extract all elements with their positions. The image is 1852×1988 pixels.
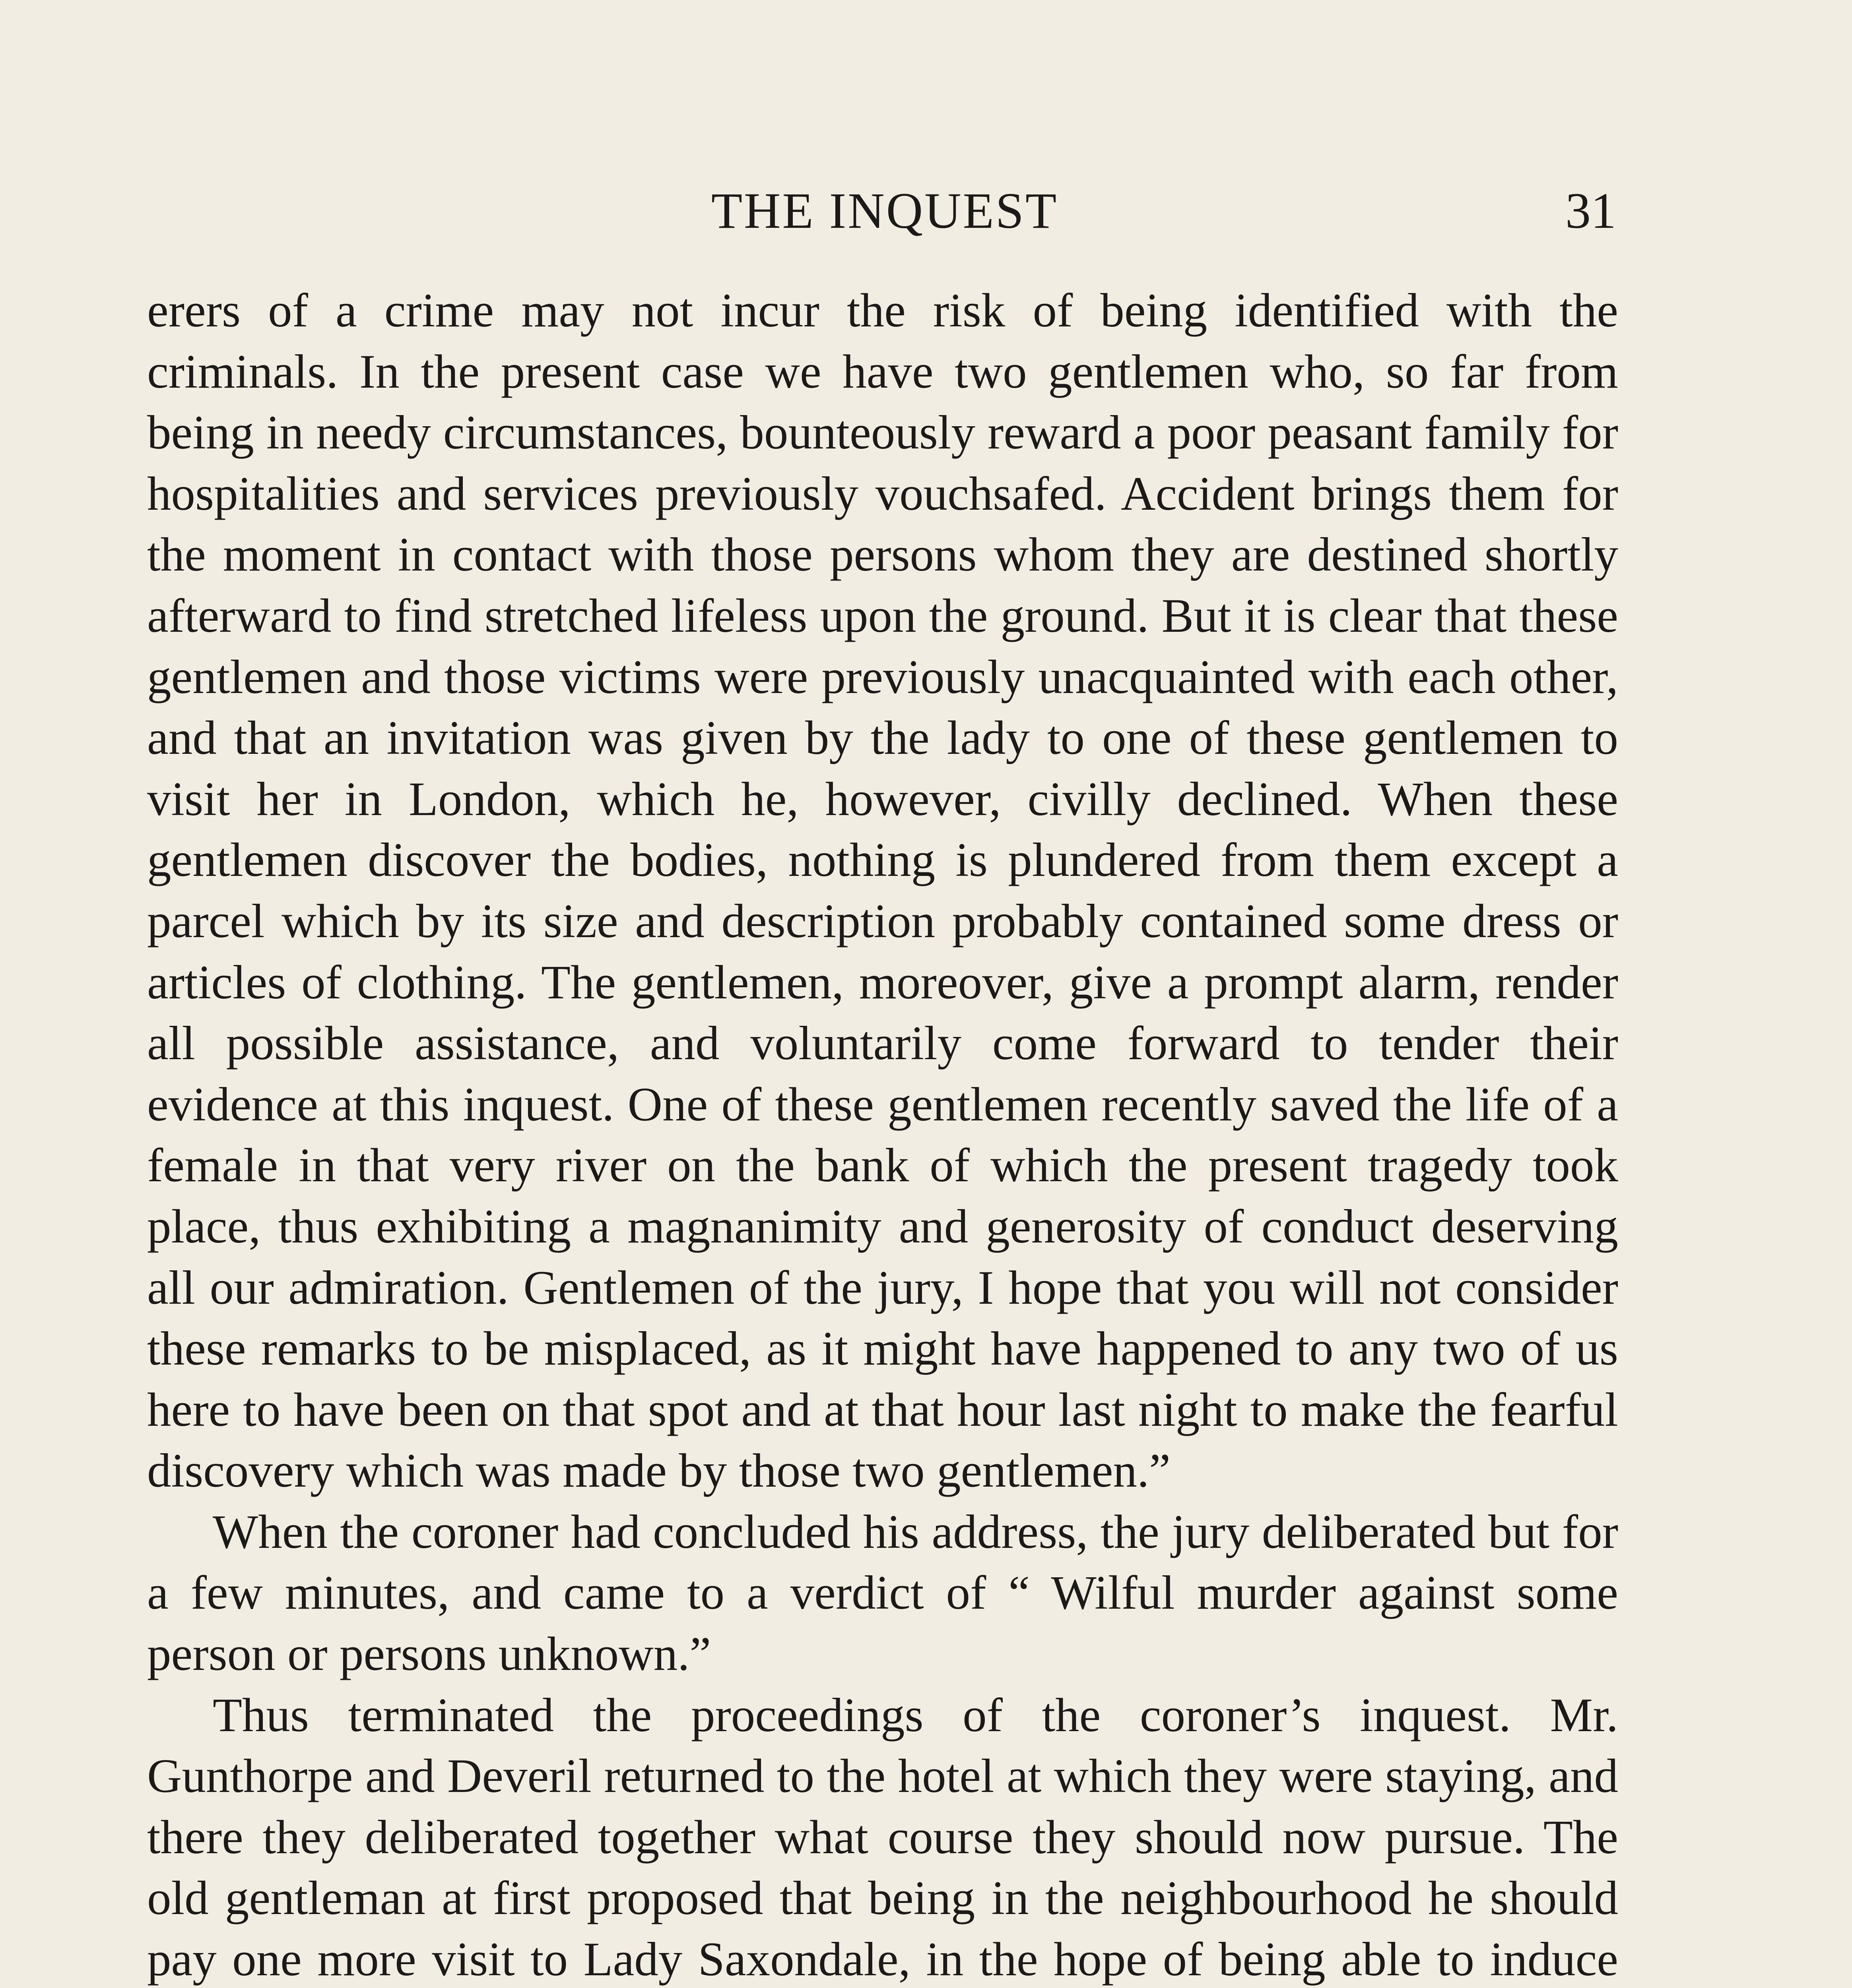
body-text — [147, 280, 1618, 1988]
paragraph-2: When the coroner had concluded his address, the jury deliberated but for a few minutes, and came to a verdict of “ Wilful murder against some person or persons unknown.” — [147, 1505, 1618, 1681]
page-number: 31 — [1565, 182, 1616, 239]
running-title: THE INQUEST — [711, 182, 1058, 239]
running-header — [153, 175, 1616, 247]
paragraph-3: Thus terminated the proceedings of the coroner’s inquest. Mr. Gunthorpe and Deveril returned to the hotel at which they were staying, and there they deliberated together what course they should now pursue. The old gentleman at first proposed that being in the neighbourhood he should pay one more visit to Lady Saxondale, in the hope of being able to induce — [147, 1688, 1618, 1986]
paragraph-1: erers of a crime may not incur the risk of being identified with the criminals. In the present case we have two gentlemen who, so far from being in needy circumstances, bounteously reward a poor peasant family for hospitalities and services previously vouchsafed. Accident brings them for the moment in contact with those persons whom they are destined shortly afterward to find stretched lifeless upon the ground. But it is clear that these gentlemen and those victims were previously unacquainted with each other, and that an invitation was given by the lady to one of these gentlemen to visit her in London, which he, however, civilly declined. When these gentlemen discover the bodies, nothing is plundered from them except a parcel which by its size and description probably contained some dress or articles of clothing. The gentlemen, moreover, give a prompt alarm, render all possible assistance, and voluntarily come forward to tender their evidence at this inquest. One of these gentlemen recently saved the life of a female in that very river on the bank of which the present tragedy took place, thus exhibiting a magnanimity and generosity of conduct deserving all our admiration. Gentlemen of the jury, I hope that you will not consider these remarks to be misplaced, as it might have happened to any two of us here to have been on that spot and at that hour last night to make the fearful discovery which was made by those two gentlemen.” — [147, 284, 1618, 1498]
